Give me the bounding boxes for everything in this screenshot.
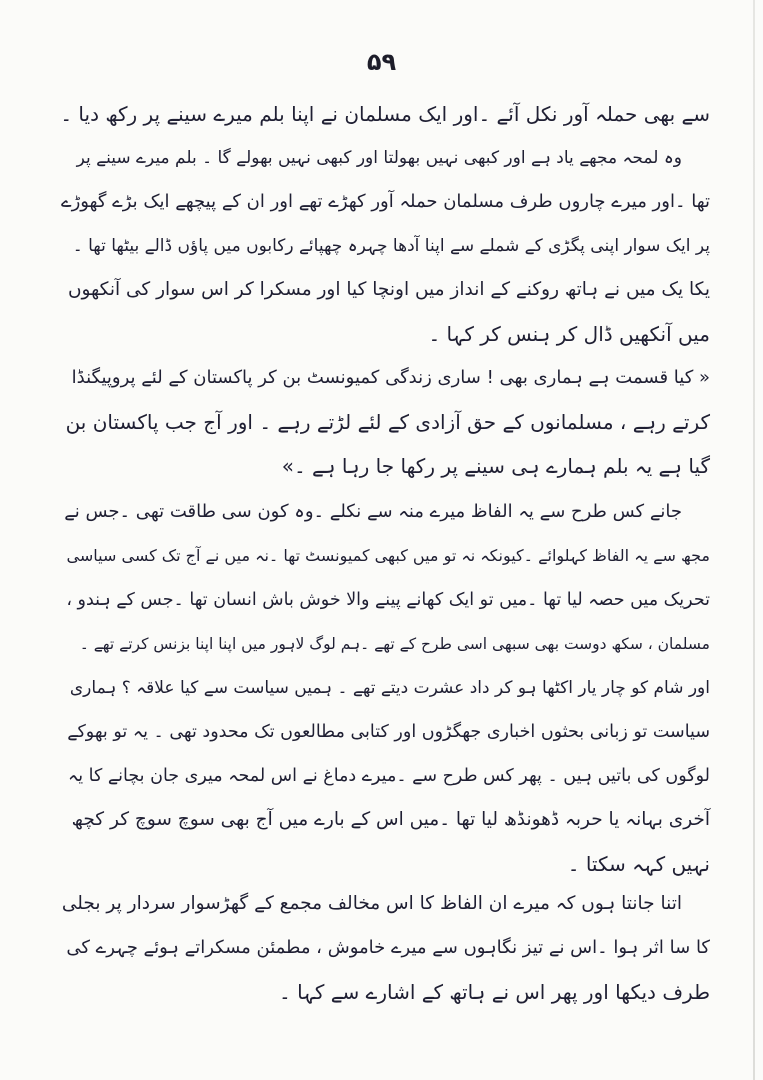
text-line: کرتے رہے ، مسلمانوں کے حق آزادی کے لئے لڑتے رہے ۔ اور آج جب پاکستان بن [65, 410, 710, 434]
text-line: کا سا اثر ہوا ۔اس نے تیز نگاہوں سے میرے خاموش ، مطمئن مسکراتے ہوئے چہرے کی [66, 937, 710, 958]
text-line: تحریک میں حصہ لیا تھا ۔میں تو ایک کھانے پینے والا خوش باش انسان تھا ۔جس کے ہندو ، [66, 590, 710, 610]
text-line: اور شام کو چار یار اکٹھا ہو کر داد عشرت دیتے تھے ۔ ہمیں سیاست سے کیا علاقہ ؟ ہماری [69, 678, 710, 698]
text-line: سے بھی حملہ آور نکل آئے ۔اور ایک مسلمان نے اپنا بلم میرے سینے پر رکھ دیا ۔ [60, 102, 710, 126]
text-line: تھا ۔اور میرے چاروں طرف مسلمان حملہ آور کھڑے تھے اور ان کے پیچھے ایک بڑے گھوڑے [61, 191, 710, 212]
text-line: سیاست تو زبانی بحثوں اخباری جھگڑوں اور کتابی مطالعوں تک محدود تھی ۔ یہ تو بھوکے [67, 722, 710, 742]
text-line: وہ لمحہ مجھے یاد ہے اور کبھی نہیں بھولتا اور کبھی نہیں بھولے گا ۔ بلم میرے سینے پر [76, 148, 682, 168]
text-line: جانے کس طرح سے یہ الفاظ میرے منہ سے نکلے ۔وہ کون سی طاقت تھی ۔جس نے [64, 501, 682, 522]
text-line: « کیا قسمت ہے ہماری بھی ! ساری زندگی کمیونسٹ بن کر پاکستان کے لئے پروپیگنڈا [71, 367, 710, 388]
text-line: مسلمان ، سکھ دوست بھی سبھی اسی طرح کے تھے ۔ہم لوگ لاہور میں اپنا اپنا بزنس کرتے تھے ۔ [79, 635, 710, 653]
text-line: طرف دیکھا اور پھر اس نے ہاتھ کے اشارے سے کہا ۔ [279, 980, 710, 1004]
text-line: لوگوں کی باتیں ہیں ۔ پھر کس طرح سے ۔میرے دماغ نے اس لمحہ میری جان بچانے کا یہ [68, 766, 710, 786]
text-line: یکا یک میں نے ہاتھ روکنے کے انداز میں اونچا کیا اور مسکرا کر اس سوار کی آنکھوں [67, 279, 710, 300]
text-line: مجھ سے یہ الفاظ کہلوائے ۔کیونکہ نہ تو میں کبھی کمیونسٹ تھا ۔نہ میں نے آج تک کسی سیاسی [66, 546, 710, 565]
text-line: نہیں کہہ سکتا ۔ [567, 852, 710, 876]
text-line: گیا ہے یہ بلم ہمارے ہی سینے پر رکھا جا رہا ہے ۔» [281, 454, 710, 478]
text-line: آخری بہانہ یا حربہ ڈھونڈھ لیا تھا ۔میں اس کے بارے میں آج بھی سوچ سوچ کر کچھ [71, 809, 710, 830]
text-line: میں آنکھیں ڈال کر ہنس کر کہا ۔ [428, 322, 710, 346]
text-line: اتنا جانتا ہوں کہ میرے ان الفاظ کا اس مخالف مجمع کے گھڑسوار سردار پر بجلی [61, 893, 682, 914]
page-edge-shadow [753, 0, 755, 1080]
page-number: ۵۹ [366, 48, 397, 76]
text-line: پر ایک سوار اپنی پگڑی کے شملے سے اپنا آدھا چہرہ چھپائے رکابوں میں پاؤں ڈالے بیٹھا تھا ۔ [72, 236, 710, 256]
